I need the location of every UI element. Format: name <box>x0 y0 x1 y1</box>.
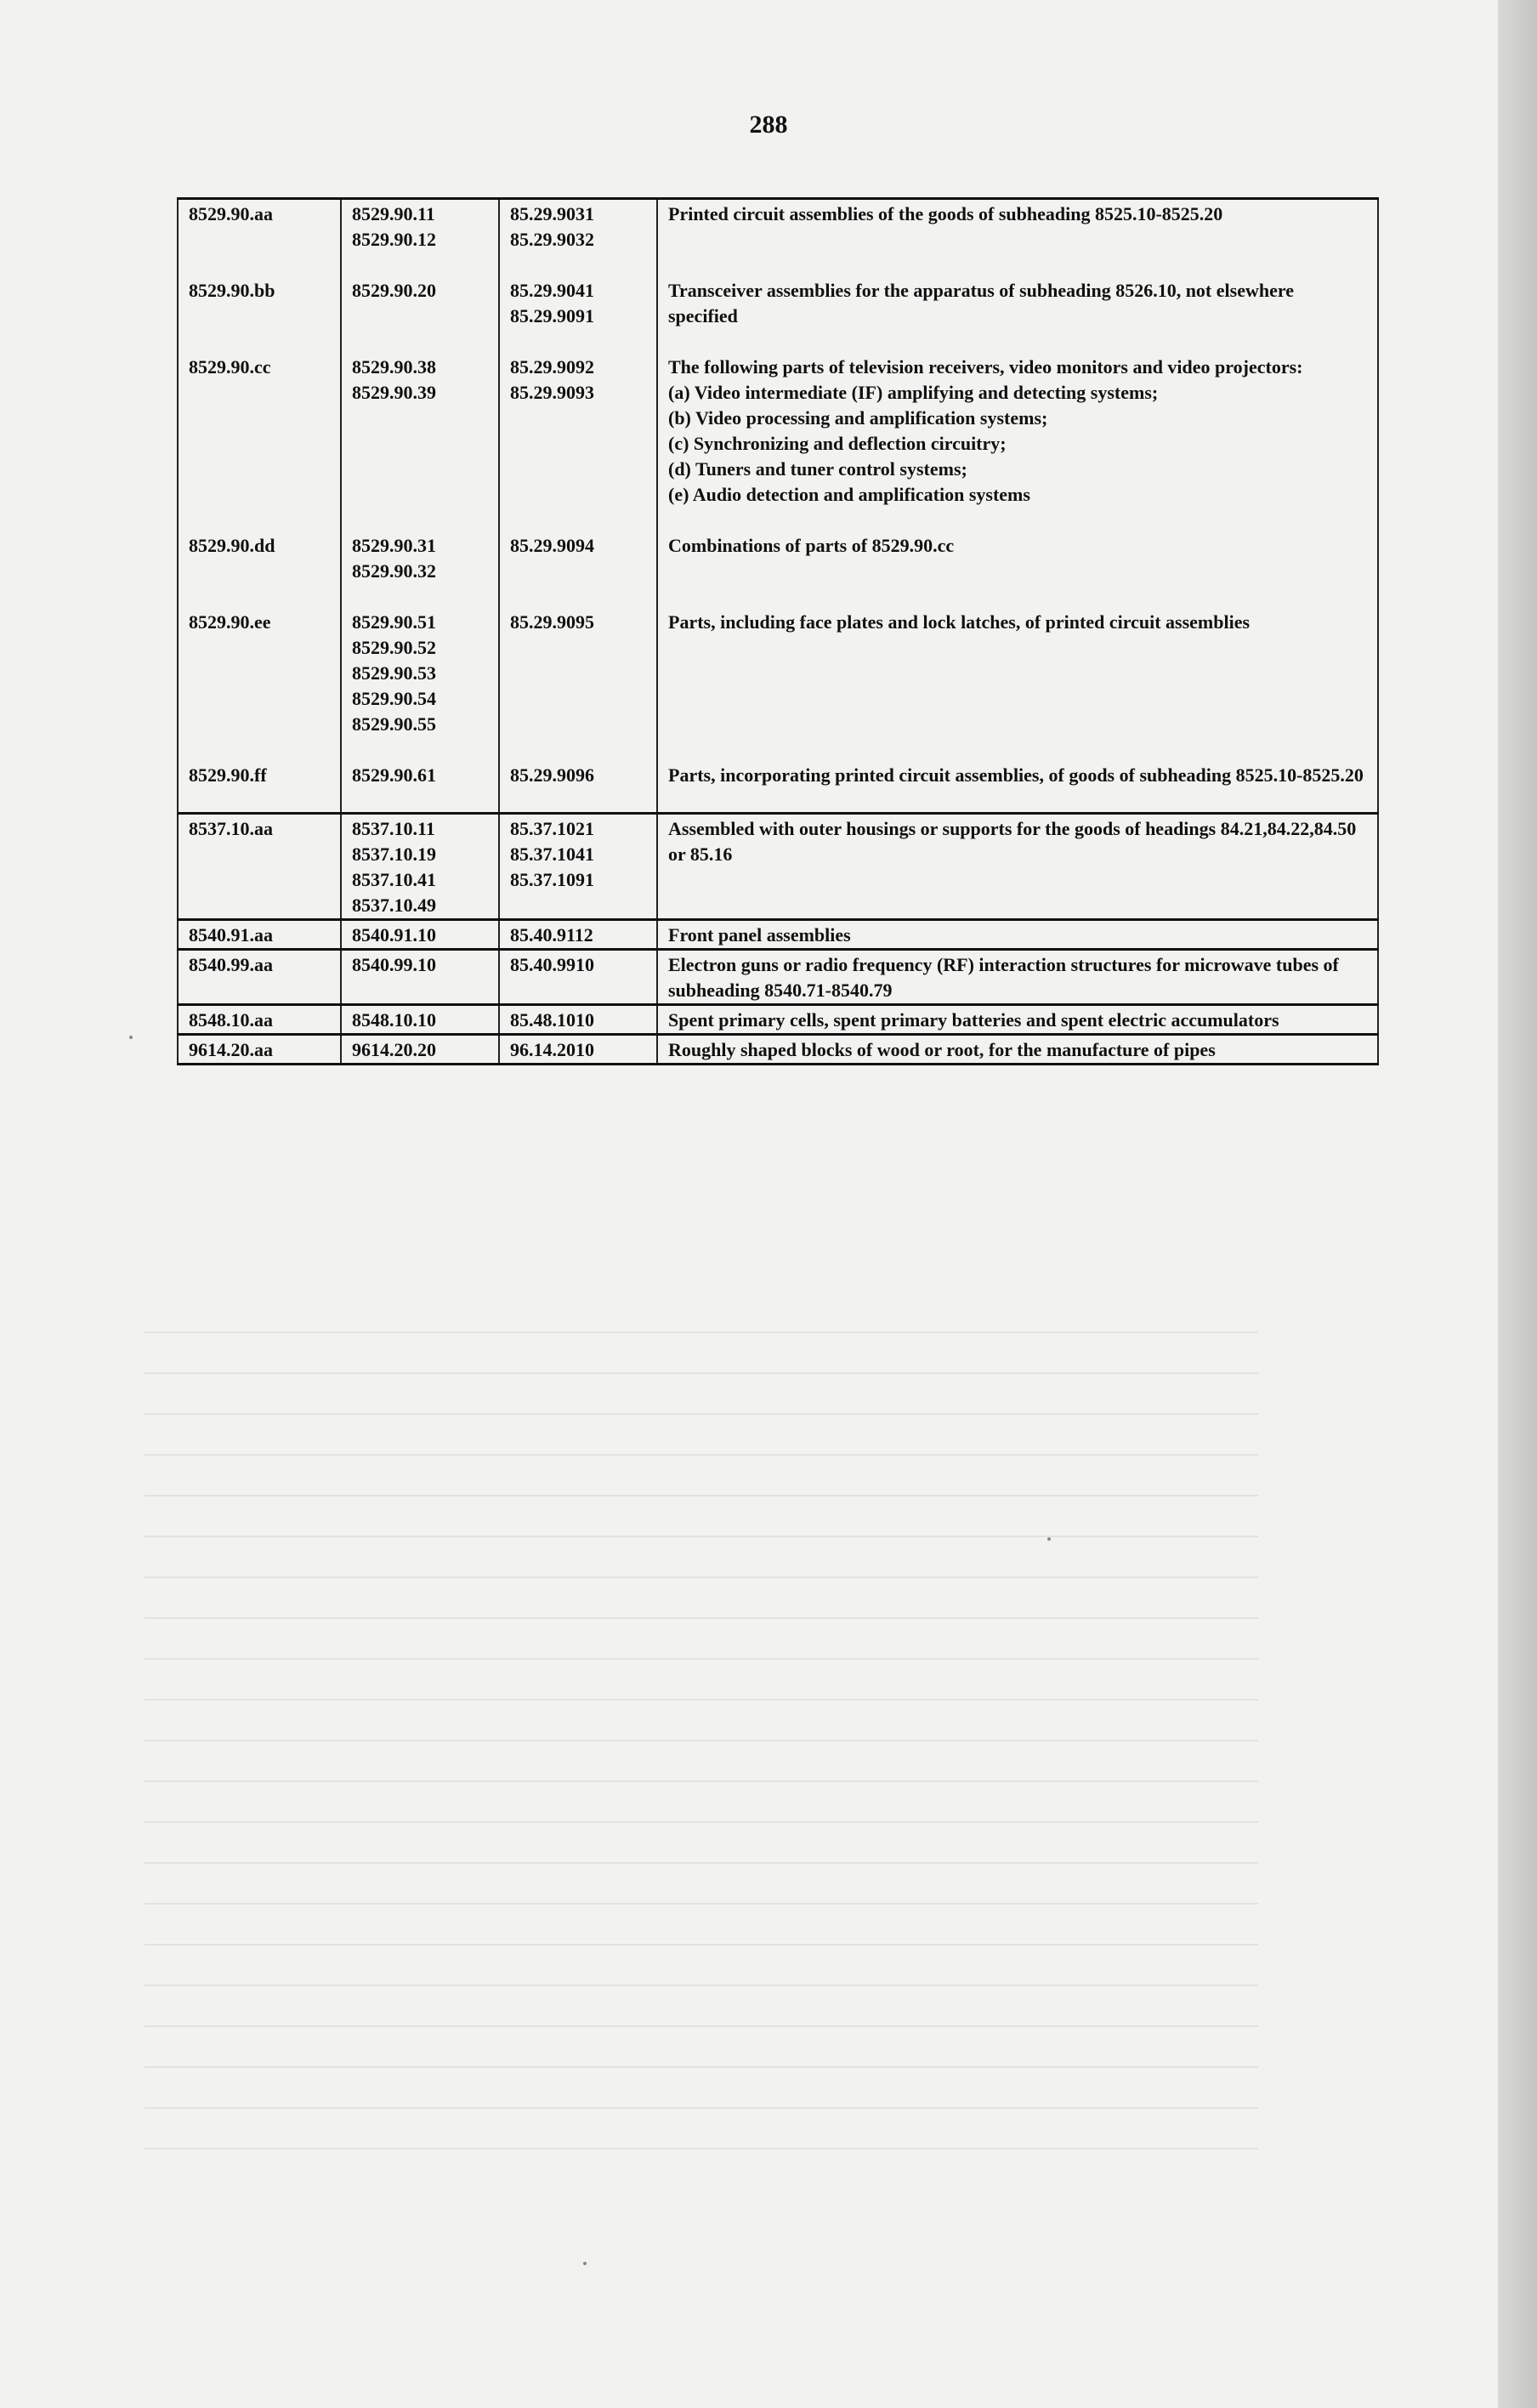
subheading-code: 8529.90.51 <box>352 611 436 633</box>
speck <box>1047 1537 1051 1541</box>
page-number: 288 <box>749 111 788 139</box>
description-cell <box>657 761 1378 814</box>
statistical-code: 96.14.2010 <box>510 1039 594 1060</box>
statistical-code: 85.29.9092 <box>510 356 594 378</box>
description-text: Printed circuit assemblies of the goods of subheading 8525.10-8525.20 <box>668 203 1223 224</box>
tariff-code-cell <box>178 950 341 1005</box>
description-text: Electron guns or radio frequency (RF) interaction structures for microwave tubes of subheading 8540.71-8540.79 <box>668 954 1339 1001</box>
tariff-code: 8529.90.dd <box>189 535 275 556</box>
statistical-code-cell <box>499 761 657 814</box>
tariff-code-cell <box>178 761 341 814</box>
tariff-code-cell <box>178 531 341 608</box>
show-through-texture <box>145 1292 1258 2160</box>
table-row <box>178 608 1378 761</box>
statistical-code-cell <box>499 276 657 353</box>
tariff-code: 8529.90.aa <box>189 203 273 224</box>
tariff-code: 8529.90.bb <box>189 280 275 301</box>
tariff-code-cell <box>178 920 341 950</box>
table-row <box>178 1005 1378 1035</box>
description-text: Assembled with outer housings or supports for the goods of headings 84.21,84.22,84.50 or 85.16 <box>668 818 1357 865</box>
tariff-code: 9614.20.aa <box>189 1039 273 1060</box>
description-list-item: (e) Audio detection and amplification systems <box>668 484 1030 505</box>
statistical-code: 85.29.9096 <box>510 764 594 786</box>
subheading-code-cell <box>341 814 499 920</box>
subheading-code: 8529.90.39 <box>352 382 436 403</box>
subheading-code: 8529.90.53 <box>352 662 436 684</box>
subheading-code: 8537.10.11 <box>352 818 435 839</box>
description-cell <box>657 814 1378 920</box>
tariff-table <box>177 197 1379 1065</box>
description-list-item: (b) Video processing and amplification systems; <box>668 407 1048 429</box>
table-row <box>178 761 1378 814</box>
tariff-code: 8529.90.cc <box>189 356 271 378</box>
subheading-code-cell <box>341 950 499 1005</box>
table-row <box>178 1035 1378 1065</box>
description-text: Parts, incorporating printed circuit assemblies, of goods of subheading 8525.10-8525.20 <box>668 764 1364 786</box>
tariff-code: 8529.90.ff <box>189 764 267 786</box>
speck <box>583 2262 587 2265</box>
description-cell <box>657 608 1378 761</box>
statistical-code-cell <box>499 353 657 531</box>
statistical-code: 85.29.9031 <box>510 203 594 224</box>
subheading-code-cell <box>341 531 499 608</box>
description-text: The following parts of television receivers, video monitors and video projectors: <box>668 356 1303 378</box>
description-cell <box>657 950 1378 1005</box>
statistical-code-cell <box>499 814 657 920</box>
subheading-code: 8537.10.19 <box>352 843 436 865</box>
subheading-code: 8529.90.52 <box>352 637 436 658</box>
tariff-code-cell <box>178 199 341 277</box>
table-row <box>178 199 1378 277</box>
description-cell <box>657 1005 1378 1035</box>
subheading-code-cell <box>341 761 499 814</box>
description-list-item: (c) Synchronizing and deflection circuitry; <box>668 433 1007 454</box>
subheading-code: 8537.10.49 <box>352 894 436 916</box>
subheading-code: 8548.10.10 <box>352 1009 436 1031</box>
page-edge-shadow <box>1498 0 1537 2408</box>
statistical-code: 85.40.9910 <box>510 954 594 975</box>
tariff-code-cell <box>178 608 341 761</box>
subheading-code: 8540.99.10 <box>352 954 436 975</box>
subheading-code-cell <box>341 1035 499 1065</box>
description-text: Parts, including face plates and lock latches, of printed circuit assemblies <box>668 611 1251 633</box>
tariff-code: 8548.10.aa <box>189 1009 273 1031</box>
tariff-code: 8540.91.aa <box>189 924 273 946</box>
description-cell <box>657 276 1378 353</box>
description-cell <box>657 353 1378 531</box>
statistical-code-cell <box>499 920 657 950</box>
tariff-code-cell <box>178 814 341 920</box>
description-list-item: (a) Video intermediate (IF) amplifying and detecting systems; <box>668 382 1159 403</box>
statistical-code-cell <box>499 1035 657 1065</box>
tariff-code-cell <box>178 1005 341 1035</box>
subheading-code: 8540.91.10 <box>352 924 436 946</box>
subheading-code: 8537.10.41 <box>352 869 436 890</box>
statistical-code-cell <box>499 1005 657 1035</box>
subheading-code-cell <box>341 920 499 950</box>
table-row <box>178 531 1378 608</box>
statistical-code: 85.29.9094 <box>510 535 594 556</box>
statistical-code: 85.48.1010 <box>510 1009 594 1031</box>
subheading-code: 8529.90.55 <box>352 713 436 735</box>
subheading-code: 8529.90.54 <box>352 688 436 709</box>
statistical-code: 85.29.9093 <box>510 382 594 403</box>
description-list-item: (d) Tuners and tuner control systems; <box>668 458 967 480</box>
statistical-code: 85.40.9112 <box>510 924 593 946</box>
description-cell <box>657 1035 1378 1065</box>
description-text: Spent primary cells, spent primary batteries and spent electric accumulators <box>668 1009 1279 1031</box>
subheading-code: 8529.90.32 <box>352 560 436 582</box>
subheading-code: 8529.90.12 <box>352 229 436 250</box>
statistical-code-cell <box>499 531 657 608</box>
tariff-code: 8540.99.aa <box>189 954 273 975</box>
description-text: Roughly shaped blocks of wood or root, for the manufacture of pipes <box>668 1039 1216 1060</box>
description-text: Front panel assemblies <box>668 924 851 946</box>
subheading-code: 8529.90.38 <box>352 356 436 378</box>
subheading-code-cell <box>341 199 499 277</box>
table-row <box>178 353 1378 531</box>
table-row <box>178 920 1378 950</box>
statistical-code-cell <box>499 199 657 277</box>
subheading-code-cell <box>341 1005 499 1035</box>
tariff-code-cell <box>178 276 341 353</box>
subheading-code: 8529.90.20 <box>352 280 436 301</box>
statistical-code: 85.29.9091 <box>510 305 594 327</box>
subheading-code: 8529.90.31 <box>352 535 436 556</box>
subheading-code-cell <box>341 276 499 353</box>
table-row <box>178 814 1378 920</box>
description-cell <box>657 199 1378 277</box>
subheading-code: 8529.90.61 <box>352 764 436 786</box>
statistical-code: 85.29.9041 <box>510 280 594 301</box>
description-text: Combinations of parts of 8529.90.cc <box>668 535 955 556</box>
subheading-code: 9614.20.20 <box>352 1039 436 1060</box>
statistical-code: 85.37.1091 <box>510 869 594 890</box>
subheading-code-cell <box>341 353 499 531</box>
speck <box>129 1036 133 1039</box>
tariff-code: 8537.10.aa <box>189 818 273 839</box>
description-text: Transceiver assemblies for the apparatus of subheading 8526.10, not elsewhere specified <box>668 280 1294 327</box>
tariff-code-cell <box>178 353 341 531</box>
subheading-code-cell <box>341 608 499 761</box>
tariff-code-cell <box>178 1035 341 1065</box>
statistical-code-cell <box>499 950 657 1005</box>
subheading-code: 8529.90.11 <box>352 203 435 224</box>
tariff-code: 8529.90.ee <box>189 611 271 633</box>
statistical-code: 85.29.9095 <box>510 611 594 633</box>
statistical-code: 85.37.1021 <box>510 818 594 839</box>
table-row <box>178 950 1378 1005</box>
table-row <box>178 276 1378 353</box>
description-cell <box>657 531 1378 608</box>
statistical-code: 85.29.9032 <box>510 229 594 250</box>
statistical-code: 85.37.1041 <box>510 843 594 865</box>
description-cell <box>657 920 1378 950</box>
statistical-code-cell <box>499 608 657 761</box>
